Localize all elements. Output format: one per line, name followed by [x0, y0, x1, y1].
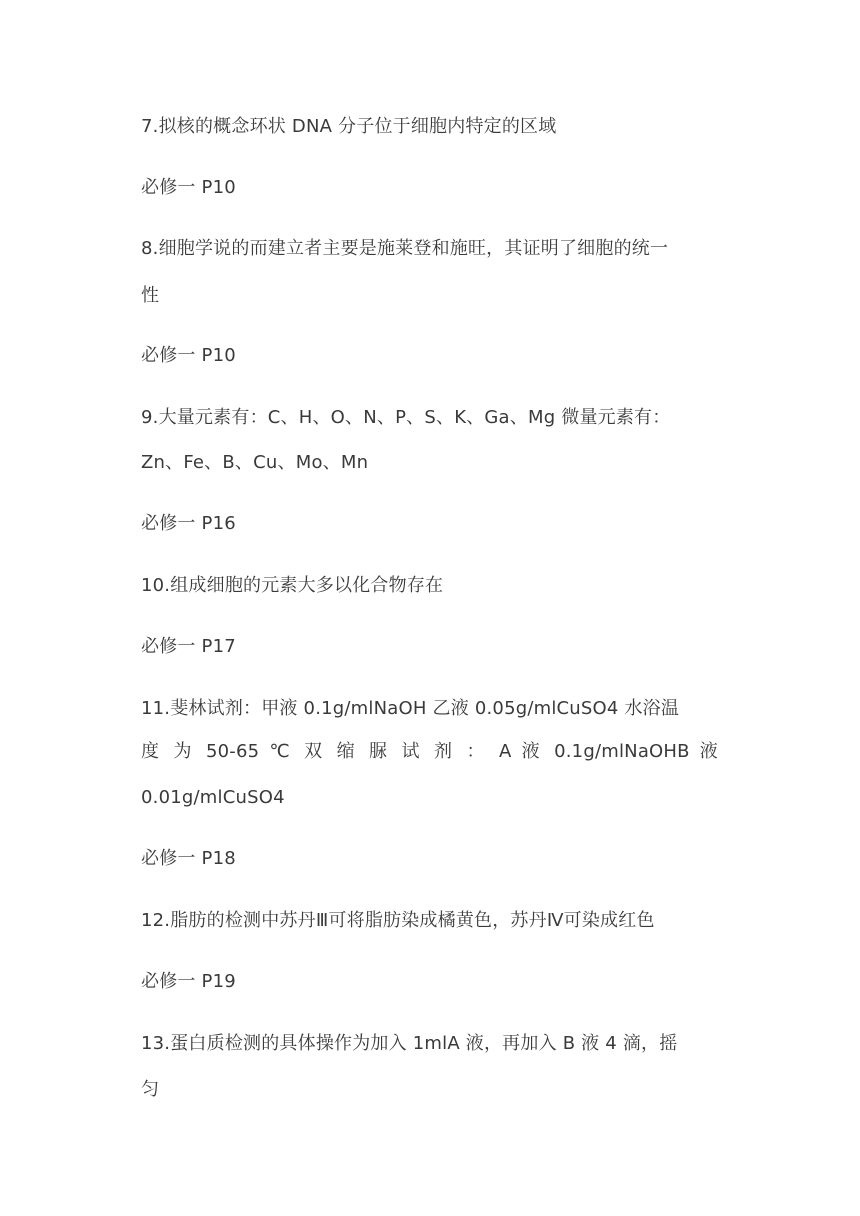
item-11-source: 必修一 P18 [141, 848, 236, 869]
item-12-text: 12.脂肪的检测中苏丹Ⅲ可将脂肪染成橘黄色，苏丹Ⅳ可染成红色 [141, 910, 655, 931]
item-11-text-line-1: 11.斐林试剂：甲液 0.1g/mlNaOH 乙液 0.05g/mlCuSO4 水浴温 [141, 698, 680, 719]
item-13-text-line-2: 匀 [141, 1079, 160, 1100]
item-9-text-line-2: Zn、Fe、B、Cu、Mo、Mn [141, 452, 369, 473]
item-11-text-line-2: 度 为 50-65 ℃ 双 缩 脲 试 剂 ： A 液 0.1g/mlNaOHB 液 [141, 741, 718, 762]
item-8-text-line-1: 8.细胞学说的而建立者主要是施莱登和施旺，其证明了细胞的统一 [141, 238, 669, 259]
item-13-text-line-1: 13.蛋白质检测的具体操作为加入 1mlA 液，再加入 B 液 4 滴，摇 [141, 1033, 678, 1054]
item-12-source: 必修一 P19 [141, 971, 236, 992]
item-10-source: 必修一 P17 [141, 636, 236, 657]
item-8-text-line-2: 性 [141, 285, 160, 306]
item-9-text-line-1: 9.大量元素有：C、H、O、N、P、S、K、Ga、Mg 微量元素有： [141, 407, 671, 428]
item-10-text: 10.组成细胞的元素大多以化合物存在 [141, 575, 444, 596]
item-9-source: 必修一 P16 [141, 513, 236, 534]
item-8-source: 必修一 P10 [141, 345, 236, 366]
item-7-text: 7.拟核的概念环状 DNA 分子位于细胞内特定的区域 [141, 116, 557, 137]
item-7-source: 必修一 P10 [141, 177, 236, 198]
item-11-text-line-3: 0.01g/mlCuSO4 [141, 787, 285, 808]
